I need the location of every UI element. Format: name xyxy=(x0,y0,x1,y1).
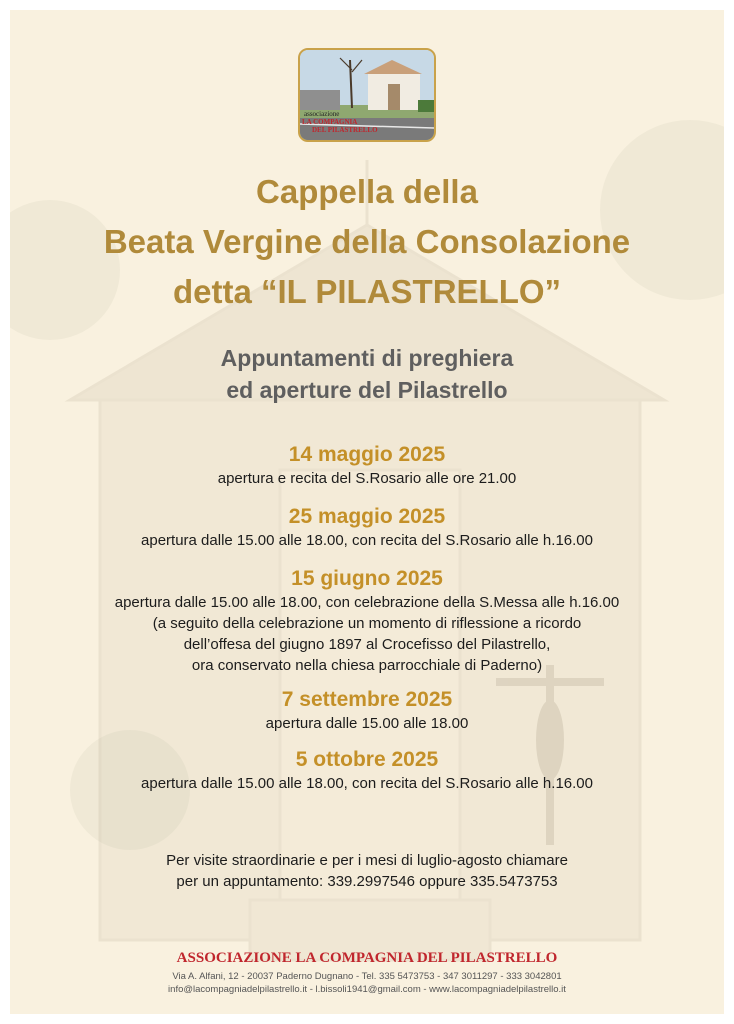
event-note: dell’offesa del giugno 1897 al Crocefisso del Pilastrello, xyxy=(183,636,551,653)
event-detail: apertura dalle 15.00 alle 18.00 xyxy=(265,715,469,732)
event-date: 5 ottobre 2025 xyxy=(295,748,439,771)
contact-info xyxy=(10,850,724,892)
event-date: 15 giugno 2025 xyxy=(291,567,443,590)
subtitle-line-2: ed aperture del Pilastrello xyxy=(226,377,508,403)
logo-line-1: associazione xyxy=(304,110,340,118)
footer-association-name: ASSOCIAZIONE LA COMPAGNIA DEL PILASTRELLO xyxy=(176,950,558,966)
contact-line-2: per un appuntamento: 339.2997546 oppure 335.5473753 xyxy=(176,873,558,890)
event-note: ora conservato nella chiesa parrocchiale di Paderno) xyxy=(191,657,543,674)
event-note: (a seguito della celebrazione un momento di riflessione a ricordo xyxy=(152,615,582,632)
event-2 xyxy=(10,504,724,551)
event-date: 25 maggio 2025 xyxy=(288,505,446,528)
event-detail: apertura dalle 15.00 alle 18.00, con recita del S.Rosario alle h.16.00 xyxy=(141,775,593,792)
event-detail: apertura dalle 15.00 alle 18.00, con recita del S.Rosario alle h.16.00 xyxy=(141,532,593,549)
logo-text xyxy=(302,110,392,134)
event-detail: apertura dalle 15.00 alle 18.00, con celebrazione della S.Messa alle h.16.00 xyxy=(114,594,620,611)
event-5 xyxy=(10,747,724,794)
event-date: 14 maggio 2025 xyxy=(288,443,446,466)
subtitle-line-1: Appuntamenti di preghiera xyxy=(220,345,514,371)
footer-contacts: info@lacompagniadelpilastrello.it - l.bissoli1941@gmail.com - www.lacompagniadelpilastrello.it xyxy=(168,984,566,995)
contact-line-1: Per visite straordinarie e per i mesi di luglio-agosto chiamare xyxy=(166,852,568,869)
flyer xyxy=(10,10,724,1014)
event-4 xyxy=(10,687,724,734)
title-line-3: detta “IL PILASTRELLO” xyxy=(172,273,562,310)
footer-address: Via A. Alfani, 12 - 20037 Paderno Dugnano - Tel. 335 5473753 - 347 3011297 - 333 3042801 xyxy=(172,971,562,982)
association-logo xyxy=(298,48,436,142)
event-date: 7 settembre 2025 xyxy=(281,688,453,711)
logo-line-3: DEL PILASTRELLO xyxy=(312,126,378,134)
logo-line-2: LA COMPAGNIA xyxy=(302,118,358,126)
event-detail: apertura e recita del S.Rosario alle ore 21.00 xyxy=(217,470,517,487)
event-3 xyxy=(10,566,724,676)
title-line-2: Beata Vergine della Consolazione xyxy=(103,223,631,260)
title-line-1: Cappella della xyxy=(256,173,478,210)
event-1 xyxy=(10,442,724,489)
